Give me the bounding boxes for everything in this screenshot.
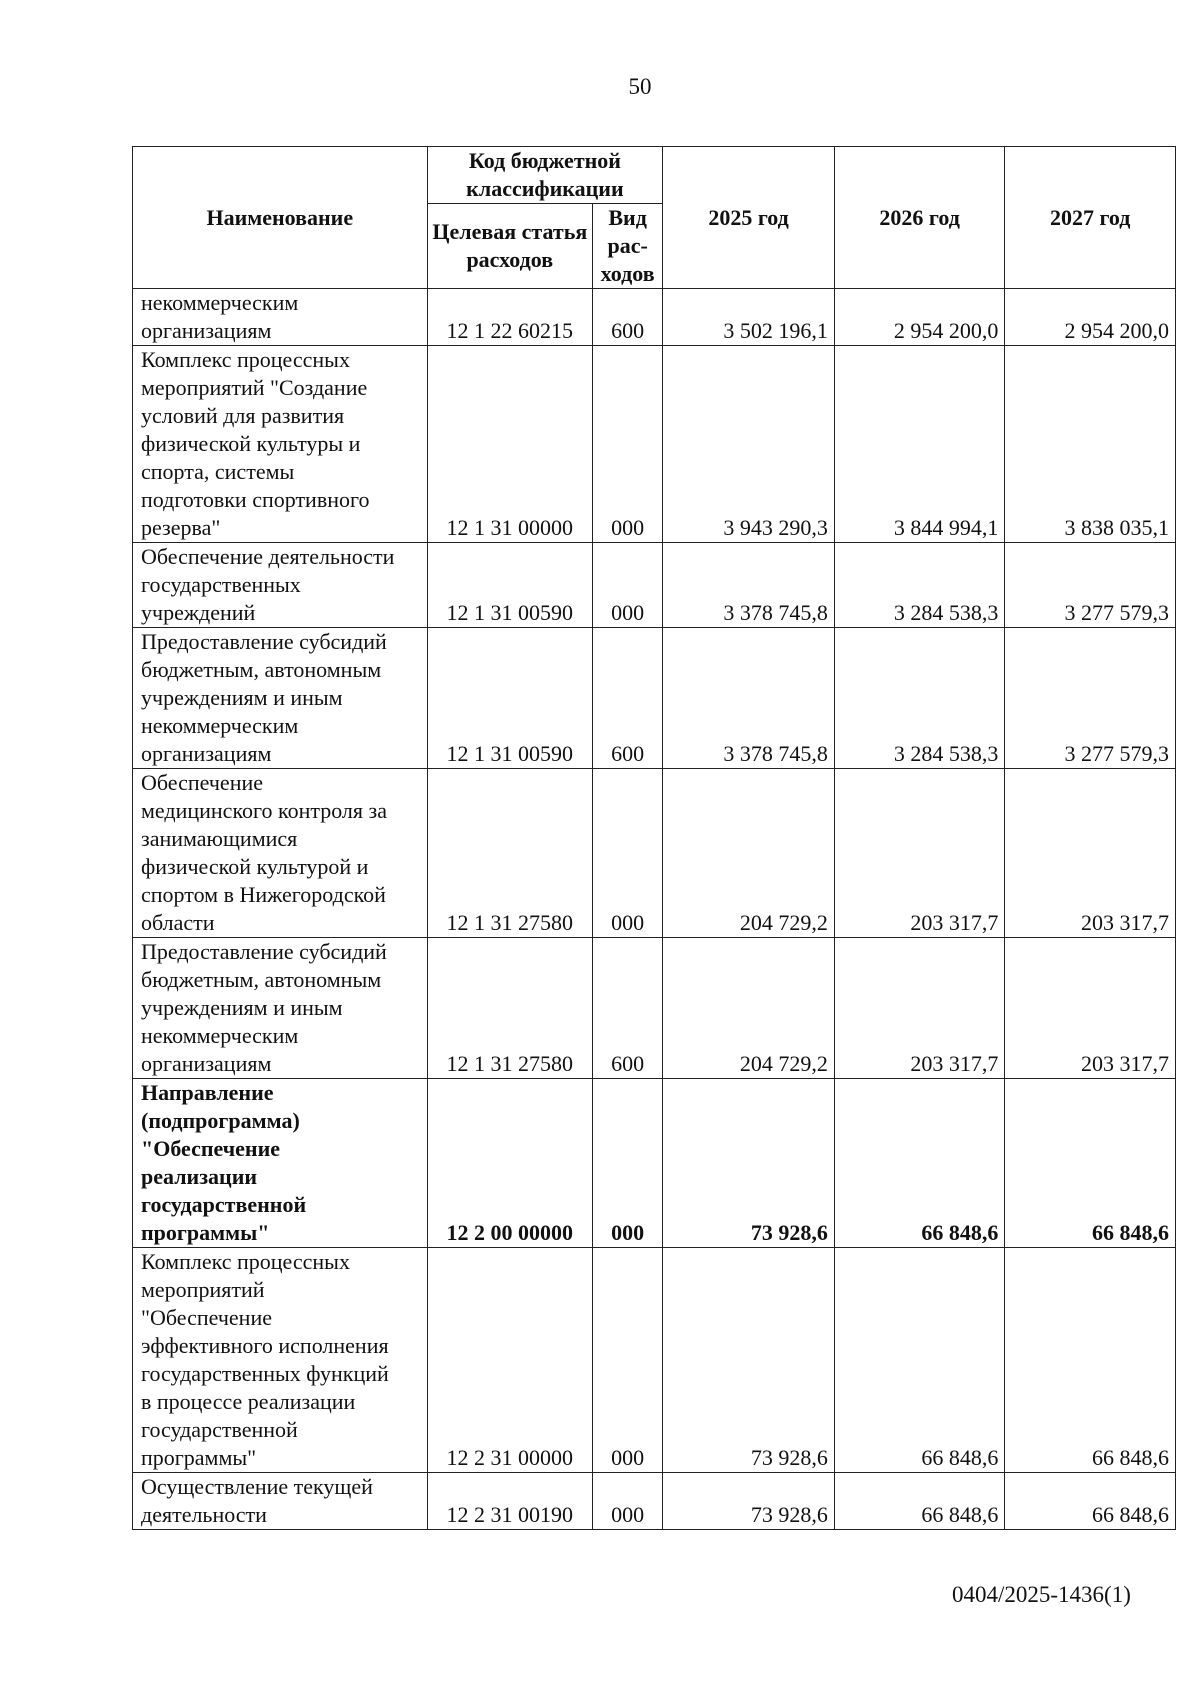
row-vid: 600 <box>592 628 662 769</box>
row-name: Комплекс процессных мероприятий "Создание условий для развития физической культуры и спорта, системы подготовки спортивного резерва" <box>133 346 428 543</box>
row-name: Направление (подпрограмма) "Обеспечение реализации государственной программы" <box>133 1079 428 1248</box>
row-2027: 66 848,6 <box>1005 1079 1176 1248</box>
table-row <box>133 938 1176 1079</box>
row-vid: 000 <box>592 1248 662 1473</box>
row-2026: 3 844 994,1 <box>834 346 1005 543</box>
table-row <box>133 1473 1176 1530</box>
header-2025: 2025 год <box>663 147 835 289</box>
row-2026: 66 848,6 <box>834 1248 1005 1473</box>
row-2026: 203 317,7 <box>834 938 1005 1079</box>
row-2026: 3 284 538,3 <box>834 543 1005 628</box>
row-vid: 000 <box>592 543 662 628</box>
row-2027: 203 317,7 <box>1005 938 1176 1079</box>
table-row <box>133 1248 1176 1473</box>
row-code: 12 1 31 00000 <box>427 346 592 543</box>
page-number: 50 <box>628 74 652 99</box>
document-code: 0404/2025-1436(1) <box>952 1582 1131 1607</box>
row-name: Предоставление субсидий бюджетным, автономным учреждениям и иным некоммерческим организациям <box>133 628 428 769</box>
row-2027: 66 848,6 <box>1005 1473 1176 1530</box>
table-row <box>133 628 1176 769</box>
header-2026: 2026 год <box>834 147 1005 289</box>
table-row <box>133 346 1176 543</box>
row-vid: 600 <box>592 289 662 346</box>
row-code: 12 1 31 27580 <box>427 938 592 1079</box>
row-2026: 2 954 200,0 <box>834 289 1005 346</box>
row-code: 12 2 31 00190 <box>427 1473 592 1530</box>
row-vid: 000 <box>592 1473 662 1530</box>
row-2026: 66 848,6 <box>834 1473 1005 1530</box>
row-code: 12 2 31 00000 <box>427 1248 592 1473</box>
header-2027: 2027 год <box>1005 147 1176 289</box>
row-code: 12 1 31 27580 <box>427 769 592 938</box>
budget-table <box>132 146 1176 1530</box>
table-row <box>133 769 1176 938</box>
table-row <box>133 289 1176 346</box>
row-code: 12 2 00 00000 <box>427 1079 592 1248</box>
row-2026: 3 284 538,3 <box>834 628 1005 769</box>
row-code: 12 1 31 00590 <box>427 543 592 628</box>
row-name: некоммерческим организациям <box>133 289 428 346</box>
header-kbk: Код бюджетной классификации <box>427 147 663 204</box>
row-name: Предоставление субсидий бюджетным, автономным учреждениям и иным некоммерческим организациям <box>133 938 428 1079</box>
row-name: Обеспечение медицинского контроля за занимающимися физической культурой и спортом в Нижегородской области <box>133 769 428 938</box>
row-2025: 73 928,6 <box>663 1473 835 1530</box>
row-vid: 000 <box>592 769 662 938</box>
row-2026: 66 848,6 <box>834 1079 1005 1248</box>
row-2025: 73 928,6 <box>663 1079 835 1248</box>
row-vid: 000 <box>592 346 662 543</box>
row-2025: 204 729,2 <box>663 938 835 1079</box>
row-2027: 2 954 200,0 <box>1005 289 1176 346</box>
row-2025: 3 502 196,1 <box>663 289 835 346</box>
row-name: Осуществление текущей деятельности <box>133 1473 428 1530</box>
row-2025: 3 378 745,8 <box>663 543 835 628</box>
row-vid: 600 <box>592 938 662 1079</box>
row-name: Обеспечение деятельности государственных учреждений <box>133 543 428 628</box>
row-2025: 3 943 290,3 <box>663 346 835 543</box>
table-body <box>133 289 1176 1530</box>
row-2027: 203 317,7 <box>1005 769 1176 938</box>
row-2027: 3 838 035,1 <box>1005 346 1176 543</box>
row-2027: 3 277 579,3 <box>1005 628 1176 769</box>
row-vid: 000 <box>592 1079 662 1248</box>
row-2026: 203 317,7 <box>834 769 1005 938</box>
row-2025: 73 928,6 <box>663 1248 835 1473</box>
header-name: Наименование <box>133 147 428 289</box>
row-2025: 3 378 745,8 <box>663 628 835 769</box>
row-2025: 204 729,2 <box>663 769 835 938</box>
table-row <box>133 543 1176 628</box>
header-vid: Вид рас-ходов <box>592 204 662 289</box>
row-code: 12 1 22 60215 <box>427 289 592 346</box>
header-tselevaya: Целевая статья расходов <box>427 204 592 289</box>
table-row-subprogram <box>133 1079 1176 1248</box>
row-2027: 66 848,6 <box>1005 1248 1176 1473</box>
row-code: 12 1 31 00590 <box>427 628 592 769</box>
row-name: Комплекс процессных мероприятий "Обеспечение эффективного исполнения государственных функций в процессе реализации государственной программы" <box>133 1248 428 1473</box>
row-2027: 3 277 579,3 <box>1005 543 1176 628</box>
